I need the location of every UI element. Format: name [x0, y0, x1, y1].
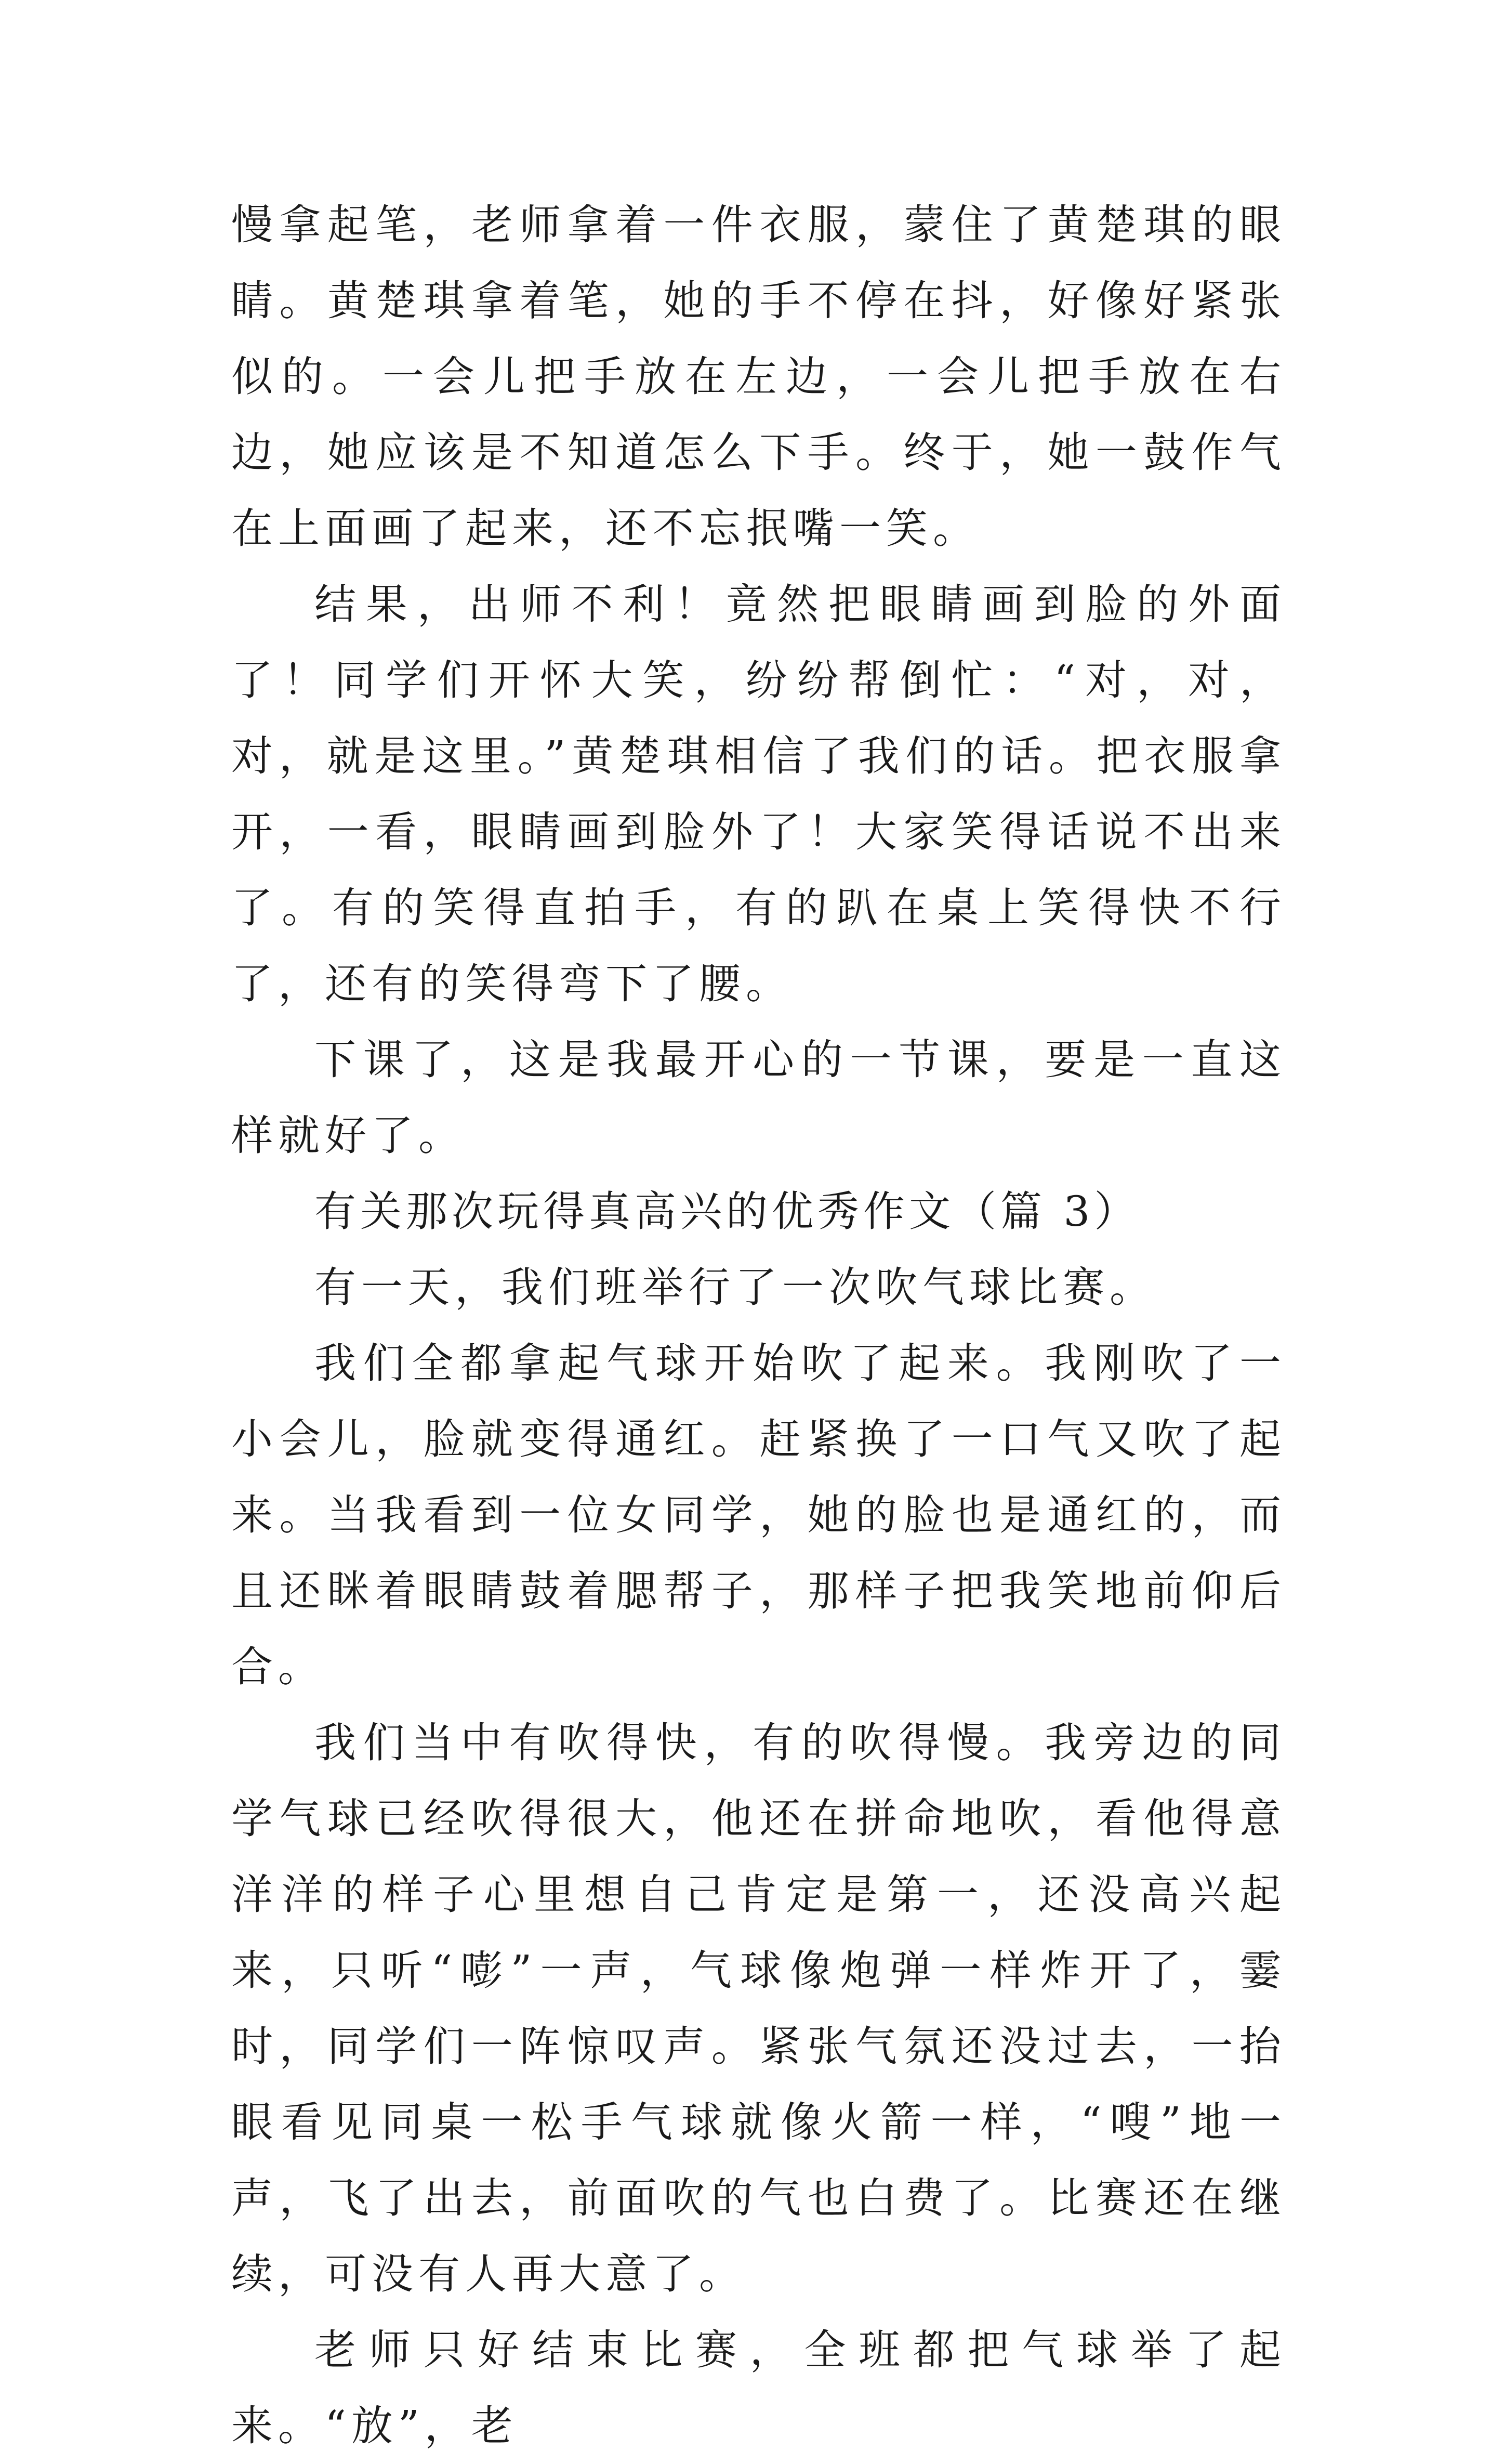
paragraph: 有一天，我们班举行了一次吹气球比赛。	[314, 1263, 1156, 1312]
paragraph-continuation: 慢拿起笔，老师拿着一件衣服，蒙住了黄楚琪的眼睛。黄楚琪拿着笔，她的手不停在抖，好像好紧张似的。一会儿把手放在左边，一会儿把手放在右边，她应该是不知道怎么下手。终于，她一鼓作气在上面画了起来，还不忘抿嘴一笑。	[231, 201, 1286, 553]
essay-text	[231, 187, 1286, 2464]
essay-heading: 有关那次玩得真高兴的优秀作文（篇 3）	[314, 1187, 1140, 1236]
paragraph: 下课了，这是我最开心的一节课，要是一直这样就好了。	[231, 1036, 1286, 1160]
paragraph: 老师只好结束比赛，全班都把气球举了起来。“放”，老	[231, 2326, 1286, 2450]
paragraph: 结果，出师不利！竟然把眼睛画到脸的外面了！同学们开怀大笑，纷纷帮倒忙：“对，对，对，就是这里。”黄楚琪相信了我们的话。把衣服拿开，一看，眼睛画到脸外了！大家笑得话说不出来了。有的笑得直拍手，有的趴在桌上笑得快不行了，还有的笑得弯下了腰。	[231, 580, 1286, 1008]
paragraph: 我们全都拿起气球开始吹了起来。我刚吹了一小会儿，脸就变得通红。赶紧换了一口气又吹了起来。当我看到一位女同学，她的脸也是通红的，而且还眯着眼睛鼓着腮帮子，那样子把我笑地前仰后合。	[231, 1339, 1286, 1691]
paragraph: 我们当中有吹得快，有的吹得慢。我旁边的同学气球已经吹得很大，他还在拼命地吹，看他得意洋洋的样子心里想自己肯定是第一，还没高兴起来，只听“嘭”一声，气球像炮弹一样炸开了，霎时，同学们一阵惊叹声。紧张气氛还没过去，一抬眼看见同桌一松手气球就像火箭一样，“嗖”地一声，飞了出去，前面吹的气也白费了。比赛还在继续，可没有人再大意了。	[231, 1719, 1286, 2298]
